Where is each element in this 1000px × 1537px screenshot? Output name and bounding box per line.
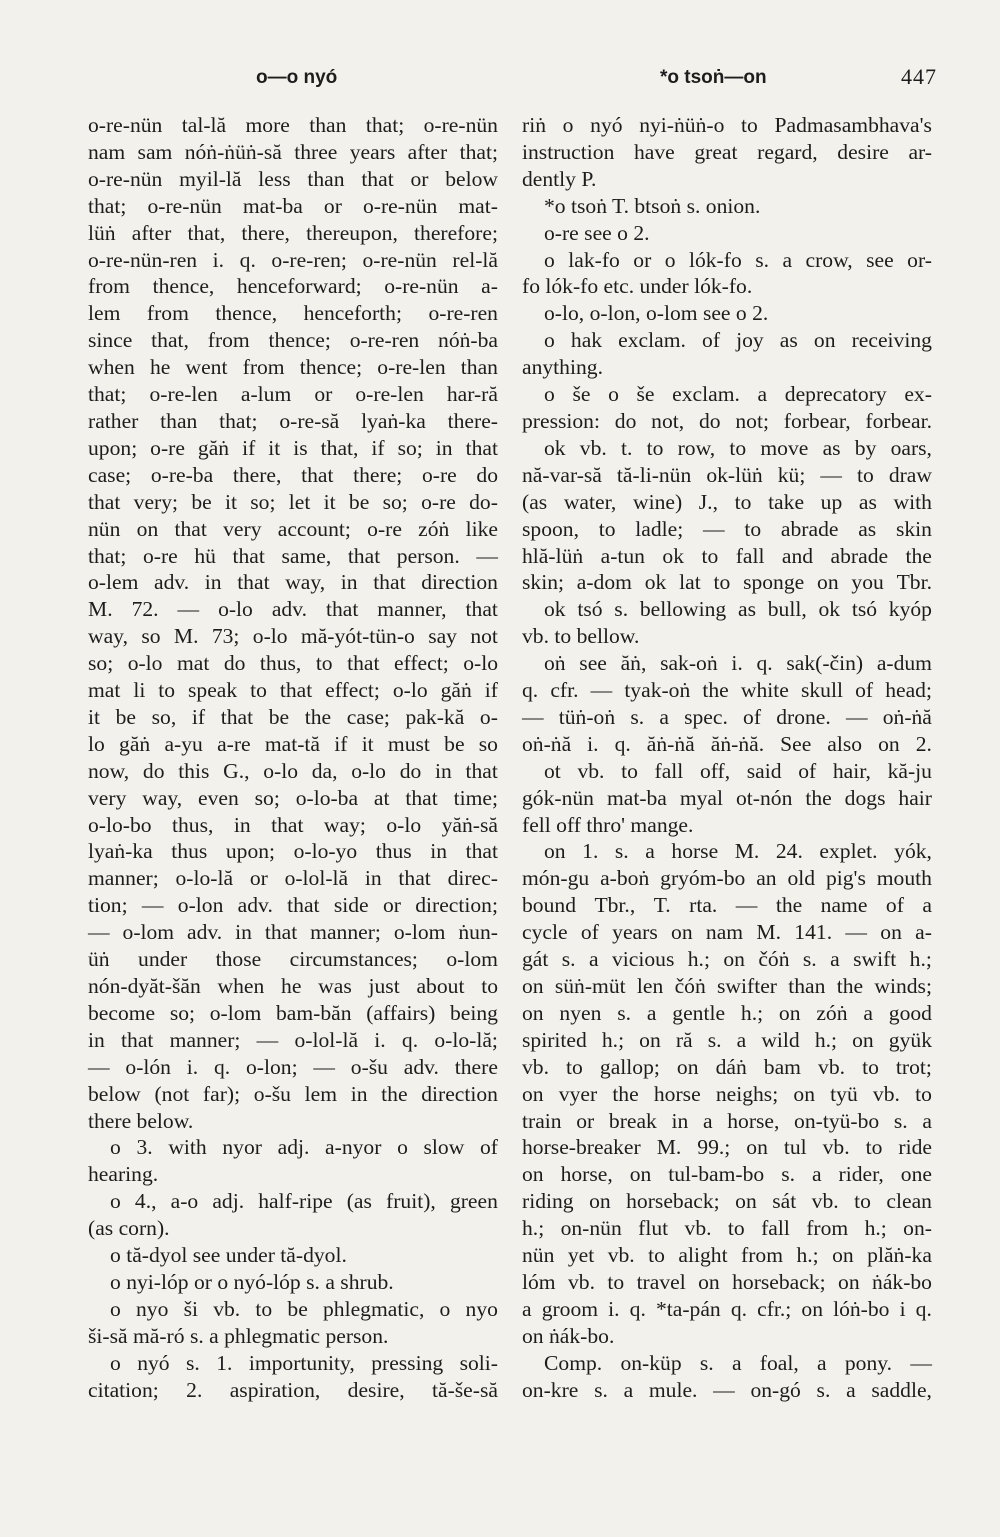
right-line: gók-nün mat-ba myal ot-nón the dogs hair	[522, 785, 932, 810]
right-line: on süṅ-müt len čóṅ swifter than the winds;	[522, 974, 932, 998]
right-line: nün yet vb. to alight from h.; on plăṅ-ka	[522, 1243, 932, 1268]
left-line: in that manner; — o-lol-lă i. q. o-lo-lă;	[88, 1027, 498, 1052]
left-line: that very; be it so; let it be so; o-re do-	[88, 489, 498, 514]
left-line: lo găṅ a-yu a-re mat-tă if it must be so	[88, 731, 498, 756]
left-line: from thence, henceforward; o-re-nün a-	[88, 274, 498, 299]
right-line: skin; a-dom ok lat to sponge on you Tbr.	[522, 570, 932, 595]
left-line: there below.	[88, 1108, 194, 1133]
running-head-left: o—o nyó	[256, 67, 338, 88]
left-line: — o-lón i. q. o-lon; — o-šu adv. there	[88, 1054, 498, 1079]
left-line: way, so M. 73; o-lo mă-yót-tün-o say not	[88, 624, 498, 649]
left-line: lyaṅ-ka thus upon; o-lo-yo thus in that	[88, 839, 498, 864]
left-line: mat li to speak to that effect; o-lo găṅ if	[88, 678, 498, 703]
right-line: q. cfr. — tyak-oṅ the white skull of head;	[522, 678, 932, 703]
right-line: on nyen s. a gentle h.; on zóṅ a good	[522, 1000, 932, 1025]
right-line: train or break in a horse, on-tyü-bo s. a	[522, 1108, 932, 1133]
left-line: nón-dyăt-šăn when he was just about to	[88, 974, 498, 998]
right-line: spirited h.; on ră s. a wild h.; on gyük	[522, 1027, 932, 1052]
right-line: vb. to bellow.	[522, 624, 640, 649]
right-line: o lak-fo or o lók-fo s. a crow, see or-	[544, 247, 932, 272]
left-line: case; o-re-ba there, that there; o-re do	[88, 462, 498, 487]
left-line: o-re-nün tal-lă more than that; o-re-nün	[88, 113, 498, 137]
right-line: horse-breaker M. 99.; on tul vb. to ride	[522, 1135, 932, 1160]
right-line: gát s. a vicious h.; on čóṅ s. a swift h.;	[522, 947, 932, 972]
right-line: on ṅák-bo.	[522, 1323, 615, 1348]
left-line: it be so, if that be the case; pak-kă o-	[88, 704, 498, 729]
right-line: nă-var-să tă-li-nün ok-lüṅ kü; — to draw	[522, 462, 932, 487]
right-line: instruction have great regard, desire ar-	[522, 139, 932, 164]
right-line: on-kre s. a mule. — on-gó s. a saddle,	[522, 1377, 932, 1402]
right-line: (as water, wine) J., to take up as with	[522, 489, 932, 514]
left-line: so; o-lo mat do thus, to that effect; o-lo	[88, 651, 498, 676]
left-line: o-lem adv. in that way, in that direction	[88, 570, 498, 595]
left-line: o 4., a-o adj. half-ripe (as fruit), green	[110, 1189, 498, 1214]
left-line: o nyi-lóp or o nyó-lóp s. a shrub.	[110, 1269, 394, 1294]
left-line: that; o-re-len a-lum or o-re-len har-ră	[88, 382, 498, 407]
right-line: ok tsó s. bellowing as bull, ok tsó kyóp	[544, 597, 932, 622]
right-line: dently P.	[522, 166, 597, 191]
left-line: nün on that very account; o-re zóṅ like	[88, 516, 498, 541]
right-line: vb. to gallop; on dáṅ bam vb. to trot;	[522, 1054, 932, 1079]
right-line: oṅ-ṅă i. q. ăṅ-ṅă ăṅ-ṅă. See also on 2.	[522, 731, 932, 756]
right-line: on horse, on tul-bam-bo s. a rider, one	[522, 1162, 932, 1187]
right-line: anything.	[522, 355, 603, 380]
left-line: that; o-re-nün mat-ba or o-re-nün mat-	[88, 193, 498, 218]
left-line: — o-lom adv. in that manner; o-lom ṅun-	[88, 920, 498, 945]
right-line: spoon, to ladle; — to abrade as skin	[522, 516, 932, 541]
left-line: o nyo ši vb. to be phlegmatic, o nyo	[110, 1296, 498, 1321]
right-line: riding on horseback; on sát vb. to clean	[522, 1189, 932, 1214]
right-line: o-re see o 2.	[544, 220, 650, 245]
left-line: now, do this G., o-lo da, o-lo do in that	[88, 758, 498, 783]
right-line: on vyer the horse neighs; on tyü vb. to	[522, 1081, 932, 1106]
right-line: oṅ see ăṅ, sak-oṅ i. q. sak(-čin) a-dum	[544, 651, 932, 676]
left-line: manner; o-lo-lă or o-lol-lă in that direc-	[88, 866, 498, 891]
left-line: o-re-nün myil-lă less than that or below	[88, 166, 498, 191]
right-line: cycle of years on nam M. 141. — on a-	[522, 920, 932, 945]
right-line: Comp. on-küp s. a foal, a pony. —	[544, 1350, 932, 1375]
left-line: become so; o-lom bam-băn (affairs) being	[88, 1000, 498, 1025]
left-line: very way, even so; o-lo-ba at that time;	[88, 785, 498, 810]
left-line: o-re-nün-ren i. q. o-re-ren; o-re-nün rel-lă	[88, 247, 498, 272]
left-line: nam sam nóṅ-ṅüṅ-să three years after that;	[88, 139, 498, 164]
left-line: o nyó s. 1. importunity, pressing soli-	[110, 1350, 498, 1375]
left-column	[88, 112, 498, 1404]
right-column	[522, 112, 932, 1404]
left-line: lüṅ after that, there, thereupon, therefore;	[88, 220, 498, 245]
right-line: h.; on-nün flut vb. to fall from h.; on-	[522, 1216, 932, 1241]
left-line: lem from thence, henceforth; o-re-ren	[88, 301, 498, 326]
right-line: — tüṅ-oṅ s. a spec. of drone. — oṅ-ṅă	[522, 704, 932, 729]
left-line: below (not far); o-šu lem in the direction	[88, 1081, 498, 1106]
right-line: o še o še exclam. a deprecatory ex-	[544, 382, 932, 407]
left-line: o 3. with nyor adj. a-nyor o slow of	[110, 1135, 498, 1160]
left-line: since that, from thence; o-re-ren nóṅ-ba	[88, 328, 498, 353]
right-line: fell off thro' mange.	[522, 812, 694, 837]
left-line: o tă-dyol see under tă-dyol.	[110, 1243, 347, 1268]
right-line: riṅ o nyó nyi-ṅüṅ-o to Padmasambhava's	[522, 113, 932, 137]
left-line: hearing.	[88, 1162, 159, 1187]
left-line: M. 72. — o-lo adv. that manner, that	[88, 597, 498, 622]
right-line: *o tsoṅ T. btsoṅ s. onion.	[544, 193, 761, 218]
left-line: citation; 2. aspiration, desire, tă-še-să	[88, 1377, 498, 1402]
left-line: upon; o-re găṅ if it is that, if so; in that	[88, 435, 498, 460]
right-line: ot vb. to fall off, said of hair, kă-ju	[544, 758, 932, 783]
right-line: o-lo, o-lon, o-lom see o 2.	[544, 301, 769, 326]
right-line: on 1. s. a horse M. 24. explet. yók,	[544, 839, 932, 864]
left-line: ši-să mă-ró s. a phlegmatic person.	[88, 1323, 389, 1348]
right-line: pression: do not, do not; forbear, forbear.	[522, 408, 932, 433]
right-line: món-gu a-boṅ gryóm-bo an old pig's mouth	[522, 866, 932, 891]
running-head-right: *o tsoṅ—on	[660, 67, 767, 88]
right-line: a groom i. q. *ta-pán q. cfr.; on lóṅ-bo i q.	[522, 1296, 932, 1321]
left-line: üṅ under those circumstances; o-lom	[88, 947, 498, 972]
left-line: tion; — o-lon adv. that side or direction;	[88, 893, 498, 918]
left-line: (as corn).	[88, 1216, 170, 1241]
right-line: bound Tbr., T. rta. — the name of a	[522, 893, 932, 918]
right-line: hlă-lüṅ a-tun ok to fall and abrade the	[522, 543, 932, 568]
left-line: rather than that; o-re-să lyaṅ-ka there-	[88, 408, 498, 433]
right-line: o hak exclam. of joy as on receiving	[544, 328, 932, 353]
right-line: fo lók-fo etc. under lók-fo.	[522, 274, 753, 299]
left-line: when he went from thence; o-re-len than	[88, 355, 498, 380]
right-line: lóm vb. to travel on horseback; on ṅák-bo	[522, 1269, 932, 1294]
left-line: that; o-re hü that same, that person. —	[88, 543, 498, 568]
page-number: 447	[901, 64, 937, 89]
right-line: ok vb. t. to row, to move as by oars,	[544, 435, 932, 460]
left-line: o-lo-bo thus, in that way; o-lo yăṅ-să	[88, 812, 498, 837]
